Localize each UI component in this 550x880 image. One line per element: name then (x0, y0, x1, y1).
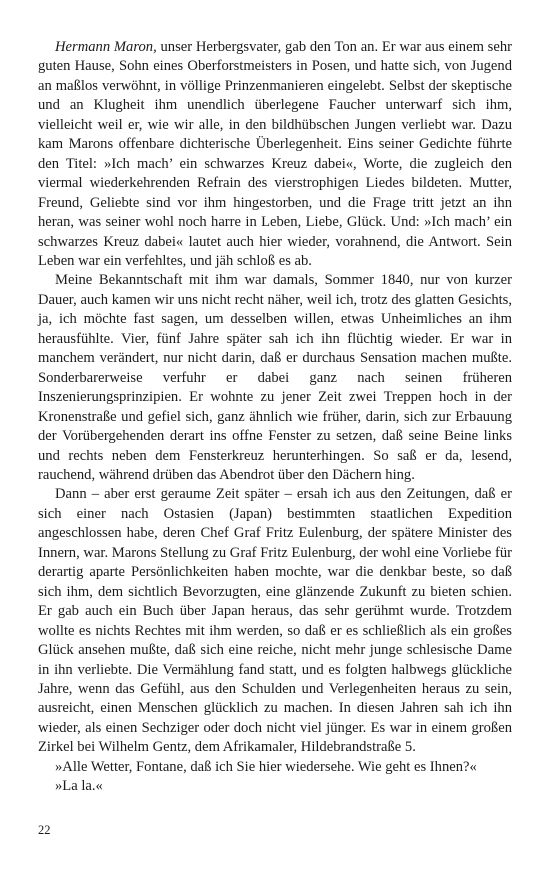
paragraph-1-text: unser Herbergsvater, gab den Ton an. Er war aus einem sehr guten Hause, Sohn eines Oberforstmeisters in Posen, und hatte sich, von Jugend an maßlos verwöhnt, in völlige Prinzenmanieren eingelebt. Selbst der skeptische und an Klugheit ihm unendlich überlegene Faucher unterwarf sich ihm, vielleicht weil er, wie wir alle, in den bildhübschen Jungen verliebt war. Dazu kam Marons offenbare dichterische Überlegenheit. Eins seiner Gedichte führte den Titel: »Ich mach’ ein schwarzes Kreuz dabei«, Worte, die zugleich den viermal wiederkehrenden Refrain des vierstrophigen Liedes bildeten. Mutter, Freund, Geliebte sind vor ihm hingestorben, und die Frage tritt jetzt an ihn heran, was seiner wohl noch harre in Leben, Liebe, Glück. Und: »Ich mach’ ein schwarzes Kreuz dabei« lautet auch hier wieder, vorahnend, die Antwort. Sein Leben war ein verfehltes, und jäh schloß es ab. (38, 39, 512, 269)
paragraph-1 (38, 38, 512, 271)
paragraph-2: Meine Bekanntschaft mit ihm war damals, Sommer 1840, nur von kurzer Dauer, auch kamen wir uns nicht recht näher, weil ich, trotz des glatten Gesichts, ja, ich möchte fast sagen, um desselben willen, etwas Unheimliches an ihm herausfühlte. Vier, fünf Jahre später sah ich ihn flüchtig wieder. Er war in manchem verändert, nur nicht darin, daß er durchaus Sensation machen mußte. Sonderbarerweise verfuhr er dabei ganz nach seinen früheren Inszenierungsprinzipien. Er wohnte zu jener Zeit zwei Treppen hoch in der Kronenstraße und gefiel sich, ganz ähnlich wie früher, darin, sich zur Erbauung der Vorübergehenden derart ins offne Fenster zu setzen, daß seine Beine links und rechts neben dem Fensterkreuz herunterhingen. So saß er da, lesend, rauchend, während drüben das Abendrot über den Dächern hing. (38, 272, 512, 483)
paragraph-1-lead: Hermann Maron, (55, 39, 157, 55)
paragraph-4: »Alle Wetter, Fontane, daß ich Sie hier wiedersehe. Wie geht es Ihnen?« (55, 758, 477, 775)
paragraph-5: »La la.« (55, 778, 103, 795)
paragraph-3: Dann – aber erst geraume Zeit später – ersah ich aus den Zeitungen, daß er sich einer nach Ostasien (Japan) bestimmten staatlichen Expedition angeschlossen habe, deren Chef Graf Fritz Eulenburg, der spätere Minister des Innern, war. Marons Stellung zu Graf Fritz Eulenburg, der wohl eine Vorliebe für derartig aparte Persönlichkeiten haben mochte, war die denkbar beste, so daß sich ihm, dem sichtlich Bevorzugten, eine glänzende Zukunft zu bieten schien. Er gab auch ein Buch über Japan heraus, das sehr gerühmt wurde. Trotzdem wollte es nichts Rechtes mit ihm werden, so daß er es schließlich als ein großes Glück ansehen mußte, daß sich eine reiche, nicht mehr junge schlesische Dame in ihn verliebte. Die Vermählung fand statt, und es folgten halbwegs glückliche Jahre, wenn das Gefühl, aus den Schulden und Verlegenheiten heraus zu sein, ausreicht, einen Menschen glücklich zu machen. In diesen Jahren sah ich ihn wieder, als einen Sechziger oder doch nicht viel jünger. Es war in einem großen Zirkel bei Wilhelm Gentz, dem Afrikamaler, Hildebrandstraße 5. (38, 486, 512, 756)
page-number: 22 (38, 823, 51, 837)
page-body (38, 38, 512, 797)
